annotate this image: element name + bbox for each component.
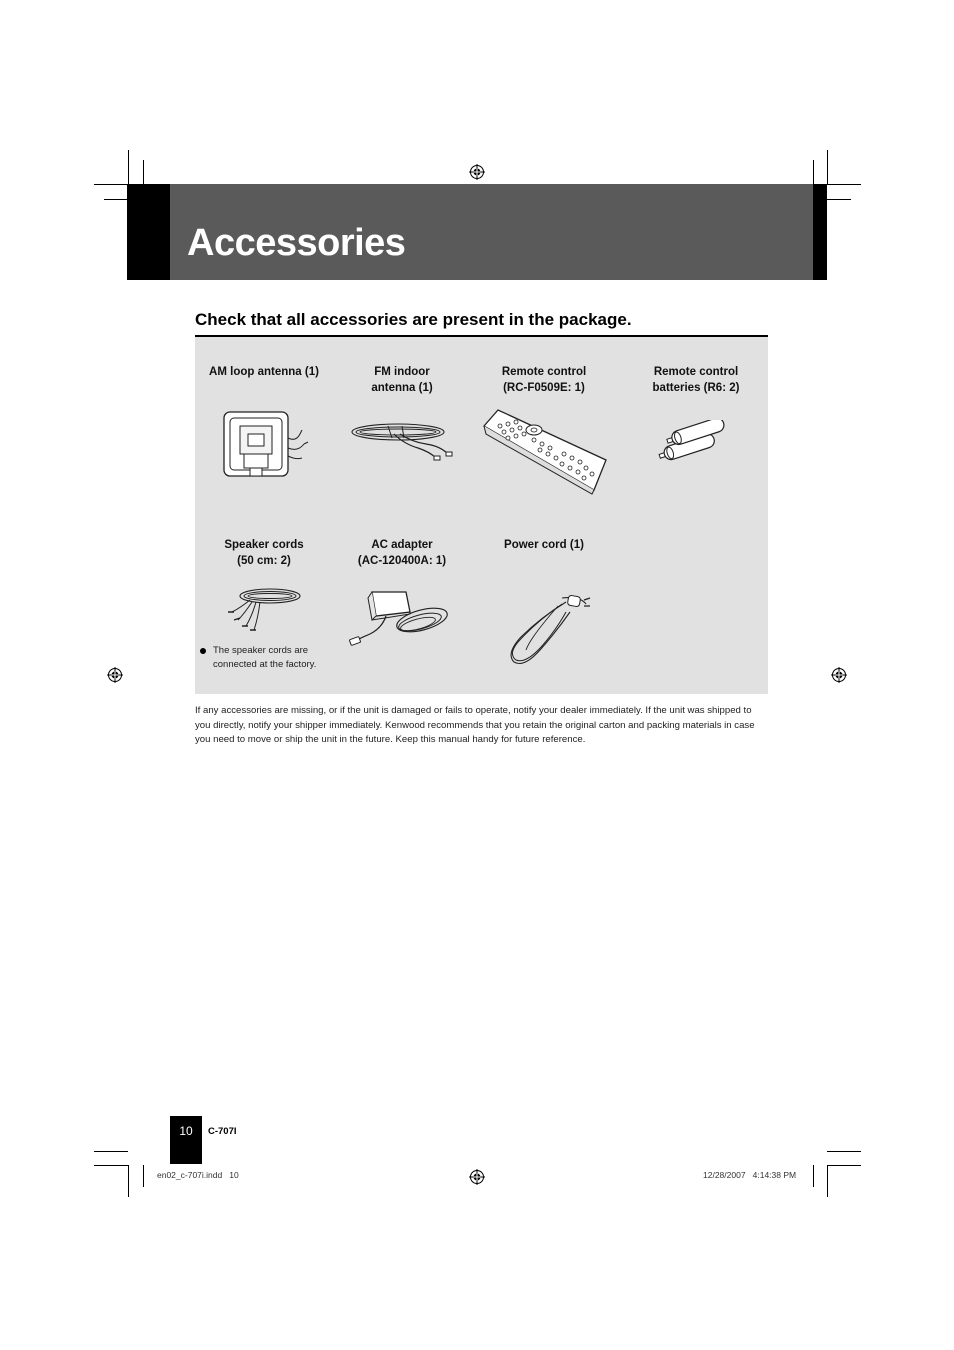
page-title: Accessories [187, 222, 406, 264]
fm-indoor-antenna-icon [348, 414, 466, 466]
crop-mark [128, 1165, 129, 1197]
model-name: C-707I [208, 1126, 237, 1137]
accessory-label-power-cord [469, 537, 619, 553]
crop-mark [827, 1165, 828, 1197]
crop-mark [94, 1165, 128, 1166]
body-paragraph: If any accessories are missing, or if the unit is damaged or fails to operate, notify your dealer immediately. If the unit was shipped to you directly, notify your shipper immediately. Kenwood recommends that you retain the original carton and packing materials in case you need to move or ship the unit in the future. Keep this manual handy for future reference. [195, 705, 755, 746]
accessory-label-line: FM indoor [374, 366, 430, 378]
accessory-label-line: Power cord (1) [504, 539, 584, 551]
accessory-label-line: batteries (R6: 2) [652, 382, 740, 394]
registration-mark-icon [107, 667, 123, 683]
section-subtitle: Check that all accessories are present in the package. [195, 310, 632, 329]
crop-mark [813, 160, 814, 184]
accessory-label-line: AM loop antenna (1) [209, 366, 319, 378]
crop-mark [827, 1165, 861, 1166]
crop-mark [827, 184, 861, 185]
registration-mark-icon [469, 1169, 485, 1185]
accessory-label-remote-control [469, 364, 619, 396]
accessory-label-line: antenna (1) [371, 382, 433, 394]
batteries-icon [654, 420, 738, 462]
accessory-label-line: Speaker cords [224, 539, 304, 551]
ac-adapter-icon [346, 584, 454, 652]
note-text: The speaker cords are connected at the factory. [213, 645, 317, 670]
power-cord-icon [500, 578, 592, 668]
crop-mark [143, 160, 144, 184]
crop-mark [143, 1165, 144, 1187]
registration-mark-icon [469, 164, 485, 180]
crop-mark [128, 150, 129, 185]
accessory-label-fm-antenna [327, 364, 477, 396]
crop-mark [104, 199, 128, 200]
file-slug: en02_c-707i.indd 10 [157, 1170, 239, 1180]
crop-mark [94, 184, 128, 185]
am-loop-antenna-icon [218, 408, 310, 480]
timestamp-slug: 12/28/2007 4:14:38 PM [703, 1170, 797, 1180]
accessory-label-speaker-cords [189, 537, 339, 569]
speaker-cords-icon [222, 582, 308, 634]
accessory-label-line: (50 cm: 2) [237, 555, 291, 567]
speaker-cords-note [200, 644, 340, 672]
crop-mark [827, 199, 851, 200]
accessory-label-line: Remote control [653, 366, 739, 378]
page-number: 10 [179, 1124, 193, 1138]
crop-mark [813, 1165, 814, 1187]
crop-mark [94, 1151, 128, 1152]
accessory-label-batteries [621, 364, 771, 396]
crop-mark [827, 1151, 861, 1152]
crop-mark [827, 150, 828, 185]
header-banner-edge [813, 184, 827, 280]
accessory-label-line: Remote control [501, 366, 587, 378]
accessory-label-line: (RC-F0509E: 1) [503, 382, 585, 394]
bullet-icon [200, 648, 206, 654]
header-banner-tab [127, 184, 170, 280]
accessory-label-am-loop-antenna [189, 364, 339, 380]
accessory-label-line: (AC-120400A: 1) [357, 555, 447, 567]
registration-mark-icon [831, 667, 847, 683]
accessory-label-ac-adapter [327, 537, 477, 569]
remote-control-icon [478, 404, 610, 496]
accessory-label-line: AC adapter [371, 539, 433, 551]
